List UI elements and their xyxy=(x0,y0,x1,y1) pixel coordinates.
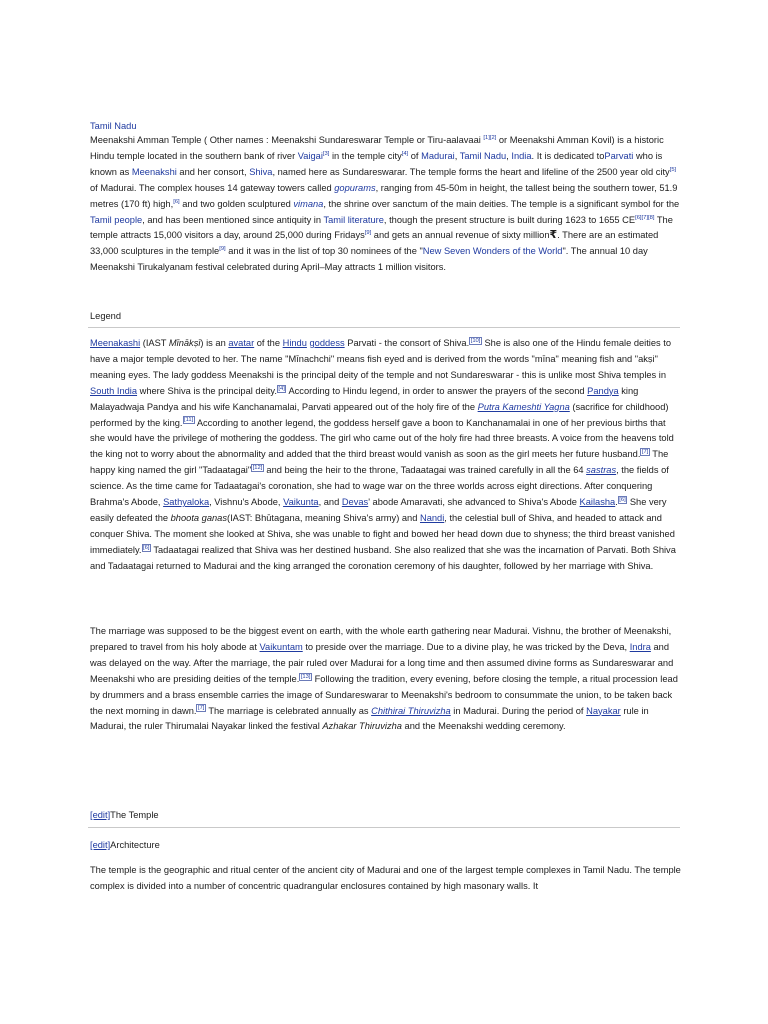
ref-6[interactable]: [6] xyxy=(173,198,180,205)
legend-paragraph-2: The marriage was supposed to be the biggest event on earth, with the whole earth gathering near Madurai. Vishnu, the brother of Meenakshi, prepared to travel from his holy abode at Vaikuntam to preside over the marriage. Due to a divine play, he was tricked by the Deva, Indra and was delayed on the way. After the marriage, the pair ruled over Madurai for a long time and then assumed divine forms as Sundareswarar and Meenakshi who are presiding deities of the temple. [13] Following the tradition, every evening, before closing the temple, a ritual procession lead by drummers and a brass ensemble carries the image of Sundareswarar to Meenakshi's bedroom to consummate the union, to be taken back the next morning in dawn. [7] The marriage is celebrated annually as Chithirai Thiruvizha in Madurai. During the period of Nayakar rule in Madurai, the ruler Thirumalai Nayakar linked the festival Azhakar Thiruvizha and the Meenakshi wedding ceremony. xyxy=(90,626,678,732)
section-architecture xyxy=(90,840,160,850)
ref-9b[interactable]: [9] xyxy=(219,246,226,253)
link-nayakar[interactable]: Nayakar xyxy=(586,705,621,716)
link-tamil-literature[interactable]: Tamil literature xyxy=(323,214,384,225)
ref-7[interactable]: [7] xyxy=(641,449,649,456)
legend-heading: Legend xyxy=(90,311,122,321)
ref-4[interactable]: [4] xyxy=(401,150,409,157)
link-vimana[interactable]: vimana xyxy=(293,198,324,209)
link-sathyaloka[interactable]: Sathyaloka xyxy=(163,497,210,508)
link-meenakashi[interactable]: Meenakashi xyxy=(90,338,141,348)
ref-6-b[interactable]: [6] xyxy=(619,496,626,503)
ref-9a[interactable]: [9] xyxy=(364,230,372,237)
link-kailasha[interactable]: Kailasha xyxy=(579,497,616,508)
link-seven-wonders[interactable]: New Seven Wonders of the World xyxy=(422,246,563,257)
legend-divider xyxy=(88,327,680,328)
ref-1-2[interactable]: [1][2] xyxy=(483,134,497,141)
link-parvati[interactable]: Parvati xyxy=(604,150,634,161)
link-tamil-nadu[interactable]: Tamil Nadu xyxy=(459,150,507,161)
link-madurai[interactable]: Madurai xyxy=(421,150,455,161)
link-nandi[interactable]: Nandi xyxy=(419,512,445,523)
link-chithirai-thiruvizha[interactable]: Chithirai Thiruvizha xyxy=(371,705,451,716)
ref-5[interactable]: [5] xyxy=(669,166,677,173)
ref-7-b[interactable]: [7] xyxy=(197,705,205,712)
link-india[interactable]: India xyxy=(511,150,532,161)
section-title-temple: The Temple xyxy=(110,810,159,820)
link-shiva[interactable]: Shiva xyxy=(249,166,273,177)
ref-6-c[interactable]: [6] xyxy=(143,544,150,551)
link-putra-kameshti-yagna[interactable]: Putra Kameshti Yagna xyxy=(477,401,570,412)
edit-link-architecture[interactable]: [edit] xyxy=(90,840,111,850)
link-pandya[interactable]: Pandya xyxy=(587,385,619,396)
ref-10[interactable]: [10] xyxy=(470,337,481,344)
edit-link-temple[interactable]: [edit] xyxy=(90,810,111,820)
link-hindu[interactable]: Hindu xyxy=(282,338,307,348)
legend-paragraph-1: Meenakashi (IAST Mīnākṣī) is an avatar of the Hindu goddess Parvati - the consort of Shiva. [10] She is also one of the Hindu female deities to have a major temple devoted to her. The name "Mīnachchi" means fish eyed and is derived from the words "mīna" meaning fish and "akṣi" meaning eyes. The lady goddess Meenakshi is the principal deity of the temple and not Sundareswarar - this is unlike most Shiva temples in South India where Shiva is the principal deity. [4] According to Hindu legend, in order to answer the prayers of the second Pandya king Malayadwaja Pandya and his wife Kanchanamalai, Parvati appeared out of the holy fire of the Putra Kameshti Yagna (sacrifice for childhood) performed by the king. [11] According to another legend, the goddess herself gave a boon to Kanchanamalai in one of her previous births that she would have the privilege of mothering the goddess. The girl who came out of the holy fire had three breasts. A voice from the heavens told the king not to worry about the abnormality and added that the third breast would vanish as soon as the girl meets her future husband. [7] The happy king named the girl "Tadaatagai" [12] and being the heir to the throne, Tadaatagai was trained carefully in all the 64 sastras, the fields of science. As the time came for Tadaatagai's coronation, she had to wage war on the three worlds across eight directions. After conquering Brahma's Abode, Sathyaloka, Vishnu's Abode, Vaikunta, and Devas' abode Amaravati, she advanced to Shiva's Abode Kailasha. [6] She very easily defeated the bhoota ganas(IAST: Bhūtagana, meaning Shiva's army) and Nandi, the celestial bull of Shiva, and headed to attack and conquer Shiva. The moment she looked at Shiva, she was unable to fight and bowed her head down due to shyness; the third breast vanished immediately. [6] Tadaatagai realized that Shiva was her destined husband. She also realized that she was the incarnation of Parvati. Both Shiva and Tadaatagai returned to Madurai and the king arranged the coronation ceremony of his daughter, followed by her marriage with Shiva. xyxy=(90,337,676,571)
ref-11[interactable]: [11] xyxy=(184,417,194,424)
link-south-india[interactable]: South India xyxy=(90,385,138,396)
intro-paragraph: Meenakshi Amman Temple ( Other names : Meenakshi Sundareswarar Temple or Tiru-aalavaai [1][2] or Meenakshi Amman Kovil) is a historic Hindu temple located in the southern bank of river Vaigai[3] in the temple city[4] of Madurai, Tamil Nadu, India. It is dedicated toParvati who is known as Meenakshi and her consort, Shiva, named here as Sundareswarar. The temple forms the heart and lifeline of the 2500 year old city[5] of Madurai. The complex houses 14 gateway towers called gopurams, ranging from 45-50m in height, the tallest being the southern tower, 51.9 metres (170 ft) high,[6] and two golden sculptured vimana, the shrine over sanctum of the main deities. The temple is a significant symbol for the Tamil people, and has been mentioned since antiquity in Tamil literature, though the present structure is built during 1623 to 1655 CE[6][7][8] The temple attracts 15,000 visitors a day, around 25,000 during Fridays[9] and gets an annual revenue of sixty million₹. There are an estimated 33,000 sculptures in the temple[9] and it was in the list of top 30 nominees of the "New Seven Wonders of the World". The annual 10 day Meenakshi Tirukalyanam festival celebrated during April–May attracts 1 million visitors. xyxy=(90,134,680,273)
link-indra[interactable]: Indra xyxy=(629,641,651,652)
link-meenakshi[interactable]: Meenakshi xyxy=(131,166,177,177)
section-the-temple xyxy=(90,810,159,820)
link-vaikuntam[interactable]: Vaikuntam xyxy=(259,641,303,652)
rupee-symbol: ₹ xyxy=(549,229,558,242)
link-gopurams[interactable]: gopurams xyxy=(334,182,376,193)
region-heading[interactable]: Tamil Nadu xyxy=(90,121,137,131)
link-goddess[interactable]: goddess xyxy=(309,338,345,348)
ref-3[interactable]: [3] xyxy=(322,150,330,157)
ref-12[interactable]: [12] xyxy=(252,465,263,472)
link-vaikunta[interactable]: Vaikunta xyxy=(283,497,319,508)
architecture-paragraph: The temple is the geographic and ritual center of the ancient city of Madurai and one of the largest temple complexes in Tamil Nadu. The temple complex is divided into a number of concentric quadrangular enclosures contained by high masonary walls. It xyxy=(90,865,681,891)
ref-13[interactable]: [13] xyxy=(300,673,311,680)
link-vaigai[interactable]: Vaigai xyxy=(297,150,323,161)
link-tamil-people[interactable]: Tamil people xyxy=(90,214,143,225)
ref-4-b[interactable]: [4] xyxy=(278,385,285,392)
temple-divider xyxy=(88,827,680,828)
link-devas[interactable]: Devas xyxy=(341,497,369,508)
link-avatar[interactable]: avatar xyxy=(228,338,255,348)
section-title-architecture: Architecture xyxy=(110,840,160,850)
link-sastras[interactable]: sastras xyxy=(586,465,617,476)
ref-6-7-8[interactable]: [6][7][8] xyxy=(635,214,655,221)
